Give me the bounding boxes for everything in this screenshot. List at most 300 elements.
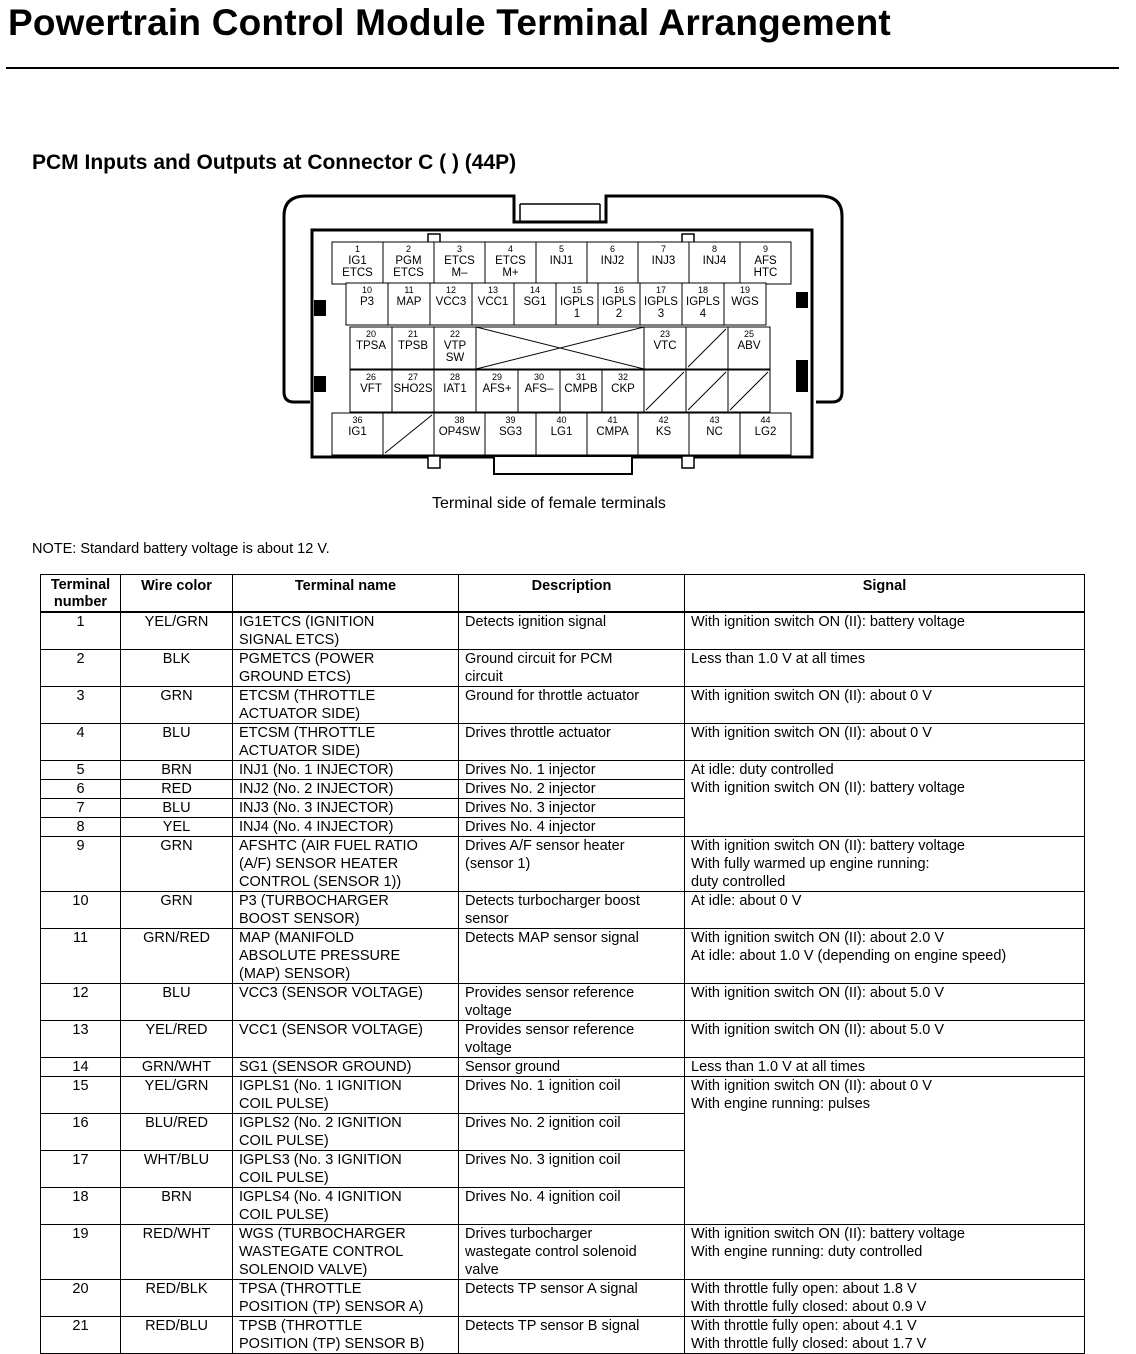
cell-line: 21 (72, 1318, 89, 1334)
pin-label: NC (706, 426, 723, 438)
terminal-name (233, 892, 459, 929)
cell-line: WHT/BLU (143, 1152, 210, 1168)
table-row (41, 837, 1085, 892)
description (459, 612, 685, 650)
wire-color (121, 1188, 233, 1225)
terminal-name (233, 1114, 459, 1151)
wire-color (121, 724, 233, 761)
terminal-name (233, 724, 459, 761)
cell-line: valve (465, 1262, 499, 1278)
pin-label: M– (451, 267, 468, 279)
pin-label: IG1 (348, 255, 367, 267)
cell-line: Drives No. 3 injector (465, 800, 596, 816)
cell-line: Provides sensor reference (465, 985, 635, 1001)
pin-number: 27 (407, 372, 419, 382)
description (459, 780, 685, 799)
terminal-name (233, 1077, 459, 1114)
description (459, 984, 685, 1021)
cell-line: PGMETCS (POWER (239, 651, 375, 667)
terminal-number (41, 650, 121, 687)
wire-color (121, 984, 233, 1021)
terminal-number (41, 761, 121, 780)
cell-line: Drives No. 2 injector (465, 781, 596, 797)
pin-label: IGPLS (644, 296, 678, 308)
pin-number: 8 (711, 244, 718, 254)
pin-label: VCC1 (477, 296, 509, 308)
pin-label: AFS+ (482, 383, 512, 395)
signal (685, 1058, 1085, 1077)
pin-number: 5 (558, 244, 565, 254)
description (459, 799, 685, 818)
page-title: Powertrain Control Module Terminal Arrangement (8, 2, 891, 43)
cell-line: 12 (72, 985, 89, 1001)
table-row (41, 1077, 1085, 1114)
cell-line: At idle: about 1.0 V (depending on engine speed) (691, 948, 1007, 964)
title-rule (6, 67, 1119, 69)
cell-line: voltage (465, 1040, 512, 1056)
cell-line: Provides sensor reference (465, 1022, 635, 1038)
pin-number: 13 (487, 285, 499, 295)
cell-line: Drives No. 1 ignition coil (465, 1078, 621, 1094)
cell-line: 5 (76, 762, 85, 778)
description (459, 929, 685, 984)
header-terminal-name: Terminal name (233, 575, 459, 613)
cell-line: ACTUATOR SIDE) (239, 743, 361, 759)
cell-line: SOLENOID VALVE) (239, 1262, 368, 1278)
table-row (41, 1280, 1085, 1317)
pin-label: IGPLS (686, 296, 720, 308)
cell-line: 18 (72, 1189, 89, 1205)
cell-line: With ignition switch ON (II): about 5.0 V (691, 985, 945, 1001)
description (459, 1151, 685, 1188)
cell-line: COIL PULSE) (239, 1170, 329, 1186)
terminal-name (233, 1188, 459, 1225)
description (459, 761, 685, 780)
cell-line: With fully warmed up engine running: (691, 856, 930, 872)
cell-line: voltage (465, 1003, 512, 1019)
cell-line: TPSB (THROTTLE (239, 1318, 363, 1334)
pin-number: 28 (449, 372, 461, 382)
terminal-number (41, 724, 121, 761)
cell-line: Drives turbocharger (465, 1226, 593, 1242)
cell-line: At idle: about 0 V (691, 893, 802, 909)
cell-line: BLU (162, 725, 191, 741)
wire-color (121, 1114, 233, 1151)
description (459, 650, 685, 687)
cell-line: YEL/GRN (144, 1078, 209, 1094)
pin-number: 2 (405, 244, 412, 254)
pin-label: SW (445, 352, 465, 364)
cell-line: Drives No. 2 ignition coil (465, 1115, 621, 1131)
terminal-name (233, 1058, 459, 1077)
pin-label: LG1 (550, 426, 573, 438)
cell-line: 7 (76, 800, 85, 816)
terminal-name (233, 984, 459, 1021)
pin-label: VCC3 (435, 296, 467, 308)
cell-line: wastegate control solenoid (465, 1244, 637, 1260)
cell-line: With ignition switch ON (II): battery voltage (691, 838, 965, 854)
cell-line: VCC1 (SENSOR VOLTAGE) (239, 1022, 423, 1038)
terminal-name (233, 780, 459, 799)
cell-line: AFSHTC (AIR FUEL RATIO (239, 838, 418, 854)
cell-line: COIL PULSE) (239, 1133, 329, 1149)
terminal-number (41, 780, 121, 799)
terminal-number (41, 818, 121, 837)
wire-color (121, 1058, 233, 1077)
terminal-number (41, 984, 121, 1021)
pin-label: TPSA (355, 340, 387, 352)
terminal-name (233, 761, 459, 780)
cell-line: IGPLS1 (No. 1 IGNITION (239, 1078, 402, 1094)
pin-number: 15 (571, 285, 583, 295)
cell-line: TPSA (THROTTLE (239, 1281, 362, 1297)
cell-line: Less than 1.0 V at all times (691, 1059, 866, 1075)
terminal-name (233, 1151, 459, 1188)
cell-line: 11 (72, 930, 89, 946)
cell-line: Detects MAP sensor signal (465, 930, 639, 946)
cell-line: circuit (465, 669, 503, 685)
pin-number: 42 (658, 415, 669, 425)
pin-label: CMPA (596, 426, 629, 438)
cell-line: RED/BLK (145, 1281, 208, 1297)
description (459, 1058, 685, 1077)
pin-number: 17 (655, 285, 667, 295)
pin-label: P3 (359, 296, 375, 308)
pin-label: 4 (699, 308, 707, 320)
terminal-number (41, 1151, 121, 1188)
terminal-name (233, 929, 459, 984)
terminal-number (41, 837, 121, 892)
terminal-name (233, 1021, 459, 1058)
terminal-number (41, 929, 121, 984)
pin-number: 30 (533, 372, 545, 382)
cell-line: Less than 1.0 V at all times (691, 651, 866, 667)
unused-cavity (476, 327, 518, 369)
pin-number: 3 (456, 244, 463, 254)
cell-line: With ignition switch ON (II): about 5.0 V (691, 1022, 945, 1038)
pin-grid (332, 242, 791, 455)
cell-line: IG1ETCS (IGNITION (239, 614, 375, 630)
terminal-name (233, 837, 459, 892)
cell-line: Sensor ground (465, 1059, 561, 1075)
description (459, 1021, 685, 1058)
connector-diagram (280, 192, 850, 480)
table-row (41, 612, 1085, 650)
pin-number: 39 (505, 415, 516, 425)
terminal-number (41, 799, 121, 818)
table-row (41, 929, 1085, 984)
cell-line: Detects TP sensor B signal (465, 1318, 640, 1334)
terminal-name (233, 1225, 459, 1280)
cell-line: BLU/RED (145, 1115, 208, 1131)
voltage-note: NOTE: Standard battery voltage is about 12 V. (32, 541, 330, 557)
cell-line: Drives throttle actuator (465, 725, 611, 741)
pin-label: WGS (731, 296, 759, 308)
cell-line: IGPLS2 (No. 2 IGNITION (239, 1115, 402, 1131)
cell-line: (A/F) SENSOR HEATER (239, 856, 399, 872)
cell-line: sensor (465, 911, 509, 927)
header-description: Description (459, 575, 685, 613)
cell-line: Ground circuit for PCM (465, 651, 613, 667)
pin-label: 1 (573, 308, 581, 320)
cell-line: 3 (76, 688, 85, 704)
connector-heading: PCM Inputs and Outputs at Connector C ( ) (44P) (32, 151, 517, 174)
description (459, 687, 685, 724)
terminal-name (233, 1280, 459, 1317)
cell-line: Detects turbocharger boost (465, 893, 640, 909)
cell-line: RED/BLU (145, 1318, 208, 1334)
cell-line: With ignition switch ON (II): battery voltage (691, 614, 965, 630)
table-row (41, 761, 1085, 780)
cell-line: BRN (161, 1189, 192, 1205)
wire-color (121, 1077, 233, 1114)
pin-label: HTC (753, 267, 778, 279)
terminal-number (41, 1280, 121, 1317)
signal (685, 687, 1085, 724)
cell-line: (MAP) SENSOR) (239, 966, 351, 982)
wire-color (121, 761, 233, 780)
wire-color (121, 818, 233, 837)
cell-line: With throttle fully closed: about 0.9 V (691, 1299, 927, 1315)
cell-line: With engine running: pulses (691, 1096, 870, 1112)
pin-label: M+ (502, 267, 519, 279)
diagram-caption: Terminal side of female terminals (432, 495, 666, 512)
terminal-number (41, 1021, 121, 1058)
pin-label: ETCS (393, 267, 424, 279)
cell-line: Ground for throttle actuator (465, 688, 640, 704)
header-signal: Signal (685, 575, 1085, 613)
pin-number: 29 (491, 372, 503, 382)
cell-line: POSITION (TP) SENSOR A) (239, 1299, 424, 1315)
pin-label: INJ3 (651, 255, 676, 267)
table-row (41, 1058, 1085, 1077)
pin-label: SHO2S (393, 383, 433, 395)
cell-line: WGS (TURBOCHARGER (239, 1226, 406, 1242)
pin-label: 2 (615, 308, 623, 320)
signal (685, 612, 1085, 650)
cell-line: YEL/GRN (144, 614, 209, 630)
cell-line: GRN/RED (143, 930, 210, 946)
cell-line: YEL/RED (145, 1022, 208, 1038)
cell-line: With ignition switch ON (II): battery voltage (691, 1226, 965, 1242)
pin-number: 23 (659, 329, 671, 339)
pin-number: 6 (609, 244, 616, 254)
pin-number: 32 (617, 372, 629, 382)
table-row (41, 687, 1085, 724)
cell-line: SIGNAL ETCS) (239, 632, 340, 648)
pin-number: 14 (529, 285, 541, 295)
cell-line: duty controlled (691, 874, 786, 890)
pin-number: 7 (660, 244, 667, 254)
pin-label: IGPLS (560, 296, 594, 308)
description (459, 1225, 685, 1280)
pin-number: 22 (449, 329, 461, 339)
cell-line: Drives No. 1 injector (465, 762, 596, 778)
pin-label: LG2 (754, 426, 777, 438)
pin-label: AFS– (524, 383, 554, 395)
cell-line: GRN (160, 838, 193, 854)
table-row (41, 724, 1085, 761)
cell-line: With ignition switch ON (II): battery voltage (691, 780, 965, 796)
table-header-row (41, 575, 1085, 613)
cell-line: GRN (160, 688, 193, 704)
terminal-number (41, 1188, 121, 1225)
cell-line: 8 (76, 819, 85, 835)
cell-line: IGPLS3 (No. 3 IGNITION (239, 1152, 402, 1168)
pin-label: IGPLS (602, 296, 636, 308)
header-terminal-number: Terminal number (41, 575, 121, 613)
cell-line: COIL PULSE) (239, 1207, 329, 1223)
pin-label: VTP (443, 340, 467, 352)
cell-line: RED/WHT (142, 1226, 211, 1242)
pin-number: 10 (361, 285, 373, 295)
pin-label: SG3 (498, 426, 523, 438)
description (459, 1114, 685, 1151)
cell-line: Drives No. 4 ignition coil (465, 1189, 621, 1205)
signal (685, 761, 1085, 837)
cell-line: WASTEGATE CONTROL (239, 1244, 404, 1260)
wire-color (121, 612, 233, 650)
wire-color (121, 687, 233, 724)
cell-line: 15 (72, 1078, 89, 1094)
cell-line: GRN (160, 893, 193, 909)
cell-line: 13 (72, 1022, 89, 1038)
pin-label: VTC (653, 340, 677, 352)
pin-number: 41 (607, 415, 618, 425)
pin-label: INJ4 (702, 255, 727, 267)
cell-line: 2 (76, 651, 85, 667)
cell-line: With throttle fully open: about 1.8 V (691, 1281, 917, 1297)
signal (685, 929, 1085, 984)
cell-line: Drives No. 4 injector (465, 819, 596, 835)
pin-number: 11 (404, 285, 414, 295)
pin-number: 1 (354, 244, 361, 254)
signal (685, 650, 1085, 687)
description (459, 818, 685, 837)
terminal-number (41, 1225, 121, 1280)
cell-line: 14 (72, 1059, 89, 1075)
cell-line: GRN/WHT (141, 1059, 212, 1075)
header-wire-color: Wire color (121, 575, 233, 613)
cell-line: POSITION (TP) SENSOR B) (239, 1336, 425, 1352)
cell-line: CONTROL (SENSOR 1)) (239, 874, 402, 890)
signal (685, 1021, 1085, 1058)
unused-cavity (560, 327, 602, 369)
description (459, 1077, 685, 1114)
pin-number: 31 (575, 372, 587, 382)
table-row (41, 650, 1085, 687)
terminal-name (233, 799, 459, 818)
cell-line: With ignition switch ON (II): about 0 V (691, 725, 932, 741)
table-row (41, 1225, 1085, 1280)
terminal-number (41, 687, 121, 724)
pin-number: 19 (739, 285, 751, 295)
pin-label: SG1 (523, 296, 547, 308)
pin-number: 44 (760, 415, 771, 425)
cell-line: SG1 (SENSOR GROUND) (239, 1059, 412, 1075)
cell-line: 17 (72, 1152, 89, 1168)
cell-line: Drives A/F sensor heater (465, 838, 625, 854)
wire-color (121, 1151, 233, 1188)
cell-line: GROUND ETCS) (239, 669, 351, 685)
cell-line: IGPLS4 (No. 4 IGNITION (239, 1189, 402, 1205)
wire-color (121, 650, 233, 687)
cell-line: ABSOLUTE PRESSURE (239, 948, 401, 964)
pin-label: INJ2 (600, 255, 625, 267)
pin-label: MAP (396, 296, 422, 308)
pin-label: INJ1 (549, 255, 574, 267)
cell-line: COIL PULSE) (239, 1096, 329, 1112)
cell-line: INJ4 (No. 4 INJECTOR) (239, 819, 394, 835)
cell-line: BLK (162, 651, 191, 667)
pin-number: 21 (407, 329, 419, 339)
table-row (41, 892, 1085, 929)
cell-line: 19 (72, 1226, 89, 1242)
cell-line: MAP (MANIFOLD (239, 930, 354, 946)
cell-line: With throttle fully closed: about 1.7 V (691, 1336, 927, 1352)
cell-line: INJ2 (No. 2 INJECTOR) (239, 781, 394, 797)
cell-line: With engine running: duty controlled (691, 1244, 923, 1260)
wire-color (121, 799, 233, 818)
cell-line: ACTUATOR SIDE) (239, 706, 361, 722)
cell-line: BRN (161, 762, 192, 778)
pin-number: 4 (507, 244, 514, 254)
wire-color (121, 1021, 233, 1058)
signal (685, 724, 1085, 761)
pin-label: IAT1 (443, 383, 467, 395)
wire-color (121, 837, 233, 892)
terminal-number (41, 612, 121, 650)
cell-line: Drives No. 3 ignition coil (465, 1152, 621, 1168)
cell-line: 16 (72, 1115, 89, 1131)
terminal-table-body (41, 612, 1085, 1354)
cell-line: BLU (162, 800, 191, 816)
description (459, 1188, 685, 1225)
pin-label: IG1 (348, 426, 367, 438)
wire-color (121, 780, 233, 799)
description (459, 892, 685, 929)
signal (685, 892, 1085, 929)
pin-label: 3 (657, 308, 665, 320)
pin-number: 12 (445, 285, 457, 295)
pin-label: ETCS (444, 255, 475, 267)
pin-number: 26 (365, 372, 377, 382)
pin-label: ETCS (495, 255, 526, 267)
cell-line: P3 (TURBOCHARGER (239, 893, 389, 909)
pin-number: 43 (709, 415, 720, 425)
pin-number: 25 (743, 329, 755, 339)
cell-line: ETCSM (THROTTLE (239, 725, 376, 741)
pin-label: PGM (395, 255, 422, 267)
cell-line: 6 (76, 781, 85, 797)
description (459, 724, 685, 761)
wire-color (121, 1225, 233, 1280)
cell-line: With throttle fully open: about 4.1 V (691, 1318, 917, 1334)
description (459, 1280, 685, 1317)
wire-color (121, 1280, 233, 1317)
signal (685, 984, 1085, 1021)
unused-cavity (518, 327, 560, 369)
cell-line: With ignition switch ON (II): about 2.0 V (691, 930, 945, 946)
wire-color (121, 929, 233, 984)
cell-line: 20 (72, 1281, 89, 1297)
table-row (41, 984, 1085, 1021)
terminal-name (233, 650, 459, 687)
cell-line: (sensor 1) (465, 856, 531, 872)
signal (685, 1225, 1085, 1280)
cell-line: BOOST SENSOR) (239, 911, 360, 927)
terminal-number (41, 1114, 121, 1151)
